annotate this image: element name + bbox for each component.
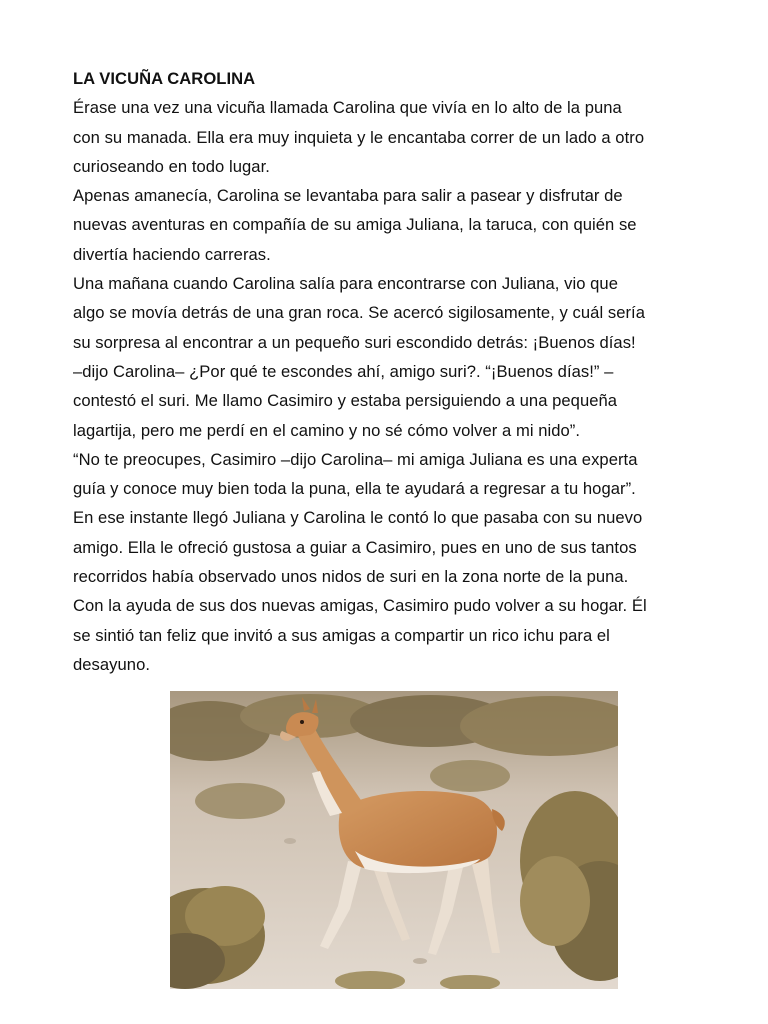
story-line: Una mañana cuando Carolina salía para encontrarse con Juliana, vio que [73,274,618,294]
story-line: lagartija, pero me perdí en el camino y no sé cómo volver a mi nido”. [73,420,581,440]
story-title: LA VICUÑA CAROLINA [73,69,256,88]
story-line: se sintió tan feliz que invitó a sus amigas a compartir un rico ichu para el [73,625,610,645]
story-line: divertía haciendo carreras. [73,244,271,264]
story-line: Érase una vez una vicuña llamada Carolina que vivía en lo alto de la puna [73,98,622,118]
story-line: “No te preocupes, Casimiro –dijo Carolina– mi amiga Juliana es una experta [73,449,638,469]
story-line: Apenas amanecía, Carolina se levantaba para salir a pasear y disfrutar de [73,186,623,206]
story-line: Con la ayuda de sus dos nuevas amigas, Casimiro pudo volver a su hogar. Él [73,596,647,616]
story-line: amigo. Ella le ofreció gustosa a guiar a Casimiro, pues en uno de sus tantos [73,537,637,557]
story-line: desayuno. [73,654,151,674]
story-line: nuevas aventuras en compañía de su amiga Juliana, la taruca, con quién se [73,215,637,235]
story-line: con su manada. Ella era muy inquieta y le encantaba correr de un lado a otro [73,127,645,147]
story-text [73,64,713,679]
story-line: En ese instante llegó Juliana y Carolina le contó lo que pasaba con su nuevo [73,508,643,528]
story-line: guía y conoce muy bien toda la puna, ella te ayudará a regresar a tu hogar”. [73,479,636,499]
vicuna-illustration [170,691,618,989]
story-line: su sorpresa al encontrar a un pequeño suri escondido detrás: ¡Buenos días! [73,332,636,352]
vicuna-photo [170,691,618,989]
story-line: contestó el suri. Me llamo Casimiro y estaba persiguiendo a una pequeña [73,391,618,411]
story-line: recorridos había observado unos nidos de suri en la zona norte de la puna. [73,567,629,587]
story-line: algo se movía detrás de una gran roca. Se acercó sigilosamente, y cuál sería [73,303,645,323]
story-line: curioseando en todo lugar. [73,156,270,176]
story-line: –dijo Carolina– ¿Por qué te escondes ahí, amigo suri?. “¡Buenos días!” – [73,361,614,381]
